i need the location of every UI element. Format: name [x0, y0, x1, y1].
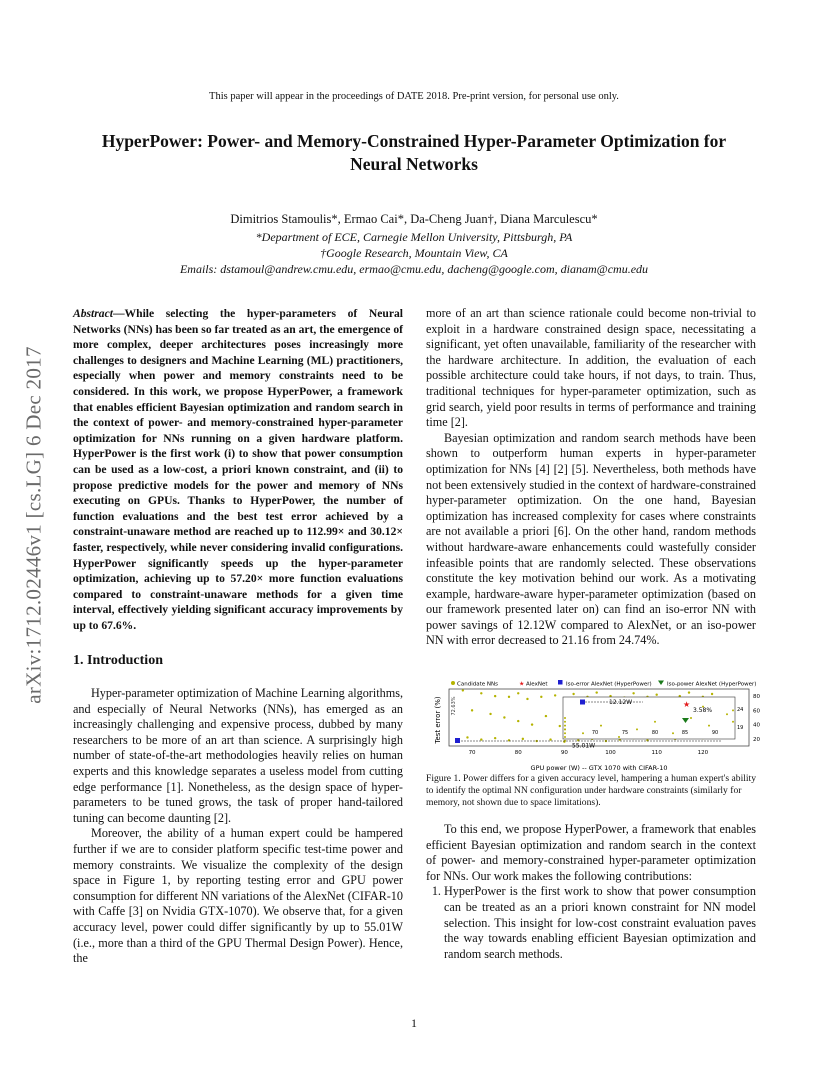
- abstract-text: —While selecting the hyper-parameters of Neural Networks (NNs) has been so far treated as an art, the emergence of more complex, deeper architectures poses increasingly more challenges to designers and Machine Learning (ML) practitioners, especially when power and memory constraints need to be considered. In this work, we propose HyperPower, a framework that enables efficient Bayesian optimization and random search in the context of power- and memory-constrained hyper-parameter optimization for NNs running on a given hardware platform. HyperPower is the first work (i) to show that power consumption can be used as a low-cost, a priori known constraint, and (ii) to propose predictive models for the power and memory of NNs executing on GPUs. Thanks to HyperPower, the number of function evaluations and the best test error achieved by a constraint-unaware method are reached up to 112.99× and 30.12× faster, respectively, while never considering invalid configurations. HyperPower significantly speeds up the hyper-parameter optimization, achieving up to 57.20× more function evaluations compared to constraint-unaware methods for a given time interval, effectively yielding significant accuracy improvements by up to 67.6%.: [73, 307, 403, 632]
- x-tick-label: 90: [560, 750, 568, 756]
- x-tick-label: 120: [697, 750, 709, 756]
- candidate-point: [517, 692, 519, 694]
- inset-point: [564, 725, 566, 727]
- inset-y-tick: 19: [737, 725, 744, 731]
- x-axis-label: GPU power (W) -- GTX 1070 with CIFAR-10: [530, 764, 668, 772]
- x-tick-label: 80: [514, 750, 522, 756]
- candidate-point: [508, 696, 510, 698]
- x-tick-label: 110: [651, 750, 662, 756]
- inset-point: [618, 736, 620, 738]
- right-paragraph-2: Bayesian optimization and random search methods have been shown to outperform human experts in hyper-parameter optimization for NNs [4] [2] [5]. Nevertheless, both methods have not been extensively studied in the context of hardware-constrained hyper-parameter optimization. On the one hand, Bayesian optimization has increased complexity for cases where constraints are not available a priori [6]. On the other hand, random methods without hardware-aware enhancements could wastefully consider infeasible points that are randomly selected. These observations constitute the key motivation behind our work. As a motivating example, hardware-aware hyper-parameter optimization (based on our framework presented later on) can find an iso-error NN with power savings of 12.12W compared to AlexNet, or an iso-power NN with error decreased to 21.16 from 24.74%.: [426, 430, 756, 648]
- inset-point: [564, 728, 566, 730]
- candidate-point: [494, 737, 496, 739]
- legend-label-alexnet: AlexNet: [526, 681, 548, 688]
- figure-legend: [451, 680, 756, 688]
- inset-point: [654, 721, 656, 723]
- inset-point: [726, 713, 728, 715]
- candidate-point: [688, 691, 690, 693]
- inset-point: [564, 721, 566, 723]
- y-tick-label: 80: [753, 694, 760, 701]
- annotation-55-01w: 55.01W: [572, 742, 596, 750]
- inset-x-tick: 75: [621, 730, 629, 736]
- candidate-point: [471, 709, 473, 711]
- candidate-point: [711, 693, 713, 695]
- candidate-point: [554, 694, 556, 696]
- inset-x-tick: 85: [681, 730, 689, 736]
- candidate-point: [480, 738, 482, 740]
- candidate-point: [517, 720, 519, 722]
- candidate-point: [489, 713, 491, 715]
- inset-point: [636, 728, 638, 730]
- candidate-point: [572, 693, 574, 695]
- contribution-text-1: HyperPower is the first work to show that power consumption can be treated as an a priori known constraint for NN model selection. This insight for low-cost constraint evaluation paves the way towards enabling efficient Bayesian optimization and random search methods.: [444, 884, 756, 961]
- inset-point: [600, 725, 602, 727]
- paper-title: HyperPower: Power- and Memory-Constrained Hyper-Parameter Optimization for Neural Networks: [101, 131, 727, 174]
- candidate-point: [595, 691, 597, 693]
- legend-label-iso-error: Iso-error AlexNet (HyperPower): [566, 681, 652, 688]
- inset-point: [582, 732, 584, 734]
- right-paragraph-1: more of an art than science rationale could become non-trivial to exploit in a hardware constrained design space, necessitating a significant, yet often unavailable, familiarity of the researcher with the hardware architecture. In addition, the evaluation of each possible architecture could take hours, if not days, to train. Thus, traditional techniques for hyper-parameter optimization, such as grid search, yield poor results in terms of performance and training time [2].: [426, 306, 756, 430]
- x-axis-ticks: [469, 750, 709, 756]
- header-notice: This paper will appear in the proceedings of DATE 2018. Pre-print version, for personal use only.: [209, 91, 619, 102]
- inset-point: [564, 732, 566, 734]
- candidate-point: [632, 692, 634, 694]
- y-axis-ticks-right: [753, 694, 760, 743]
- figure-1-scatter-plot: [431, 678, 767, 773]
- y-tick-left: 72.63%: [451, 696, 457, 716]
- abstract: [73, 306, 403, 633]
- left-column: [73, 306, 403, 633]
- inset-point: [732, 721, 734, 723]
- candidate-point: [480, 692, 482, 694]
- candidate-point: [526, 698, 528, 700]
- candidate-point: [655, 694, 657, 696]
- iso-error-marker: [580, 700, 585, 705]
- inset-frame: [563, 697, 735, 739]
- legend-label-candidate: Candidate NNs: [457, 681, 498, 688]
- inset-point: [564, 717, 566, 719]
- contribution-list: [426, 884, 756, 962]
- abstract-label: Abstract: [73, 307, 113, 320]
- legend-marker-iso-power: [658, 681, 664, 686]
- candidate-point: [462, 689, 464, 691]
- legend-marker-alexnet: ★: [519, 680, 525, 688]
- candidate-point: [531, 723, 533, 725]
- inset-y-tick: 24: [737, 707, 744, 713]
- iso-error-marker-main: [455, 738, 460, 743]
- affiliation-google: †Google Research, Mountain View, CA: [320, 246, 508, 260]
- inset-point: [732, 709, 734, 711]
- email-list: Emails: dstamoul@andrew.cmu.edu, ermao@cmu.edu, dacheng@google.com, dianam@cmu.edu: [179, 262, 649, 276]
- candidate-point: [522, 738, 524, 740]
- candidate-point: [494, 695, 496, 697]
- x-tick-label: 70: [468, 750, 476, 756]
- arxiv-id: arXiv:1712.02446v1 [cs.LG] 6 Dec 2017: [21, 346, 46, 704]
- intro-paragraph-2: Moreover, the ability of a human expert could be hampered further if we are to consider platform specific test-time power and memory constraints. We visualize the complexity of the design space in Figure 1, by reporting testing error and GPU power consumption for different NN variations of the AlexNet (CIFAR-10 with Caffe [3] on Nvidia GTX-1070). We observe that, for a given accuracy level, power could differ significantly by up to 55.01W (i.e., more than a third of the GPU Thermal Design Power). Hence, the: [73, 826, 403, 966]
- figure-1-caption: Figure 1. Power differs for a given accuracy level, hampering a human expert's ability to identify the optimal NN configuration under hardware constraints (similarly for memory, not shown due to space limitations).: [426, 773, 757, 809]
- inset-x-tick: 70: [591, 730, 599, 736]
- inset-point: [690, 717, 692, 719]
- right-column-top: [426, 306, 756, 649]
- intro-paragraph-1: Hyper-parameter optimization of Machine Learning algorithms, and especially of Neural Networks (NNs), has emerged as an increasingly challenging and expensive process, dubbed by many researchers to be more of an art than science. A surprisingly high number of state-of-the-art methodologies heavily relies on human experts and this knowledge separates a useless model from cutting edge performance [1]. Nonetheless, as the design space of hyper-parameters to be tuned grows, the task of proper hand-tailored tuning can become daunting [2].: [73, 686, 403, 825]
- author-list: Dimitrios Stamoulis*, Ermao Cai*, Da-Cheng Juan†, Diana Marculescu*: [230, 212, 598, 226]
- inset-point: [708, 725, 710, 727]
- alexnet-marker: ★: [683, 700, 691, 709]
- legend-marker-candidate: [451, 681, 455, 685]
- y-tick-label: 60: [753, 708, 760, 715]
- right-column-bottom: [426, 822, 756, 962]
- candidate-point: [549, 738, 551, 740]
- contribution-item-1: [444, 884, 756, 962]
- section-heading-introduction: 1. Introduction: [73, 653, 163, 668]
- right-paragraph-3: To this end, we propose HyperPower, a framework that enables efficient Bayesian optimization and random search in the context of power- and memory-constrained hyper-parameter optimization for NNs. Our work makes the following contributions:: [426, 822, 756, 883]
- y-axis-label: Test error (%): [434, 696, 442, 744]
- inset-point: [672, 732, 674, 734]
- candidate-point: [503, 716, 505, 718]
- arxiv-sidebar: [18, 295, 50, 755]
- legend-marker-iso-error: [558, 680, 563, 685]
- candidate-point: [545, 715, 547, 717]
- candidate-point: [540, 696, 542, 698]
- annotation-3-58: 3.58%: [693, 707, 713, 714]
- candidate-point: [466, 736, 468, 738]
- affiliation-cmu: *Department of ECE, Carnegie Mellon University, Pittsburgh, PA: [255, 230, 573, 244]
- inset-x-tick: 80: [651, 730, 659, 736]
- page-number: 1: [411, 1016, 417, 1030]
- y-tick-label: 20: [753, 736, 760, 743]
- candidate-point: [559, 725, 561, 727]
- inset-x-tick: 90: [711, 730, 719, 736]
- x-tick-label: 100: [605, 750, 616, 756]
- annotation-12-12w: 12.12W: [609, 699, 633, 706]
- legend-label-iso-power: Iso-power AlexNet (HyperPower): [667, 681, 757, 688]
- y-tick-label: 40: [753, 722, 760, 729]
- inset-point: [564, 736, 566, 738]
- intro-column: [73, 686, 403, 967]
